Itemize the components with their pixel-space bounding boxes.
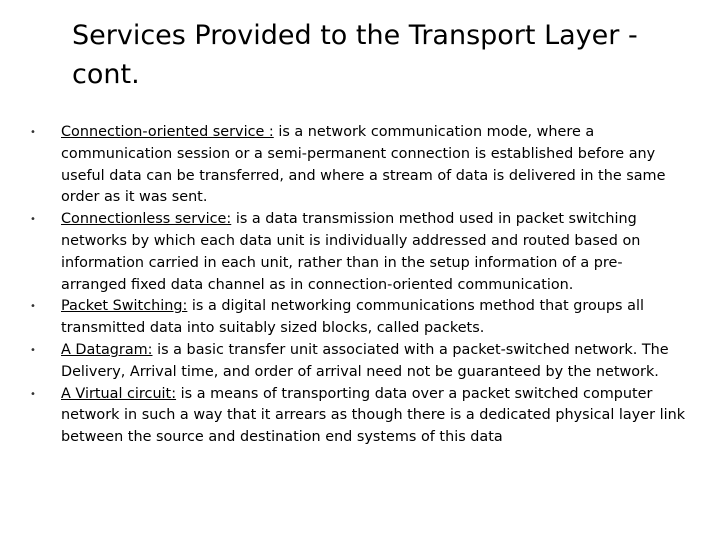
bullet-term: Connectionless service: (61, 211, 232, 228)
bullet-text: is a data transmission method used in packet switching networks by which each data unit is individually addressed and routed based on information carried in each unit, rather than in the setup information of a pre-arranged fixed data channel as in connection-oriented communication. (61, 211, 641, 293)
slide-title-line2: cont. (72, 59, 140, 90)
bullet-dot-icon: • (30, 301, 36, 313)
bullet-term: Connection-oriented service : (61, 124, 274, 140)
slide-title-line1: Services Provided to the Transport Layer - (72, 20, 638, 51)
bullet-item-virtual-circuit (26, 384, 686, 449)
slide-title (72, 16, 672, 94)
bullet-dot-icon: • (30, 344, 36, 356)
bullet-dot-icon: • (30, 214, 36, 226)
bullet-term: A Virtual circuit: (61, 385, 177, 402)
bullet-item-connectionless (26, 209, 686, 296)
bullet-item-connection-oriented (26, 122, 686, 209)
bullet-text: is a basic transfer unit associated with a packet-switched network. The Delivery, Arrival time, and order of arrival need not be guaranteed by the network. (61, 341, 669, 380)
bullet-item-packet-switching (26, 296, 686, 340)
bullet-list (26, 122, 686, 449)
bullet-item-datagram (26, 340, 686, 384)
bullet-text: is a digital networking communications method that groups all transmitted data into suitably sized blocks, called packets. (61, 298, 644, 337)
bullet-term: A Datagram: (61, 341, 153, 358)
bullet-term: Packet Switching: (61, 298, 188, 315)
bullet-text: is a network communication mode, where a communication session or a semi-permanent connection is established before any useful data can be transferred, and where a stream of data is delivered in the same order as it was sent. (61, 124, 666, 206)
bullet-dot-icon: • (30, 127, 36, 138)
bullet-text: is a means of transporting data over a packet switched computer network in such a way that it arrears as though there is a dedicated physical layer link between the source and destination end systems of this data (61, 385, 686, 446)
bullet-dot-icon: • (30, 388, 36, 400)
